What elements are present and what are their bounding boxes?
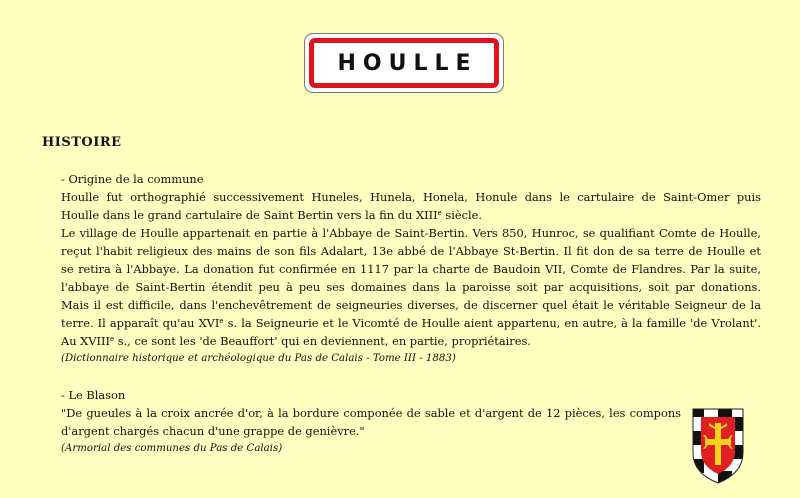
blason-line1: "De gueules à la croix ancrée d'or, à la bordure componée de sable et d'argent de 12 pièces, les compons	[61, 406, 681, 420]
origine-title: - Origine de la commune	[61, 172, 204, 186]
origine-p2-line1: Le village de Houlle appartenait en partie à l'Abbaye de Saint-Bertin. Vers 850, Hunroc, se qualifiant Comte de Houlle,	[61, 226, 761, 240]
bordure-compon	[718, 471, 732, 485]
bordure-compon	[718, 405, 732, 417]
origine-p1-line2: Houlle dans le grand cartulaire de Saint Bertin vers la fin du XIIIe siècle.	[61, 208, 482, 222]
blason-title: - Le Blason	[61, 388, 126, 402]
bordure-compon	[690, 459, 704, 473]
origine-p2-line2: reçut l'habit religieux des mains de son fils Adalart, 13e abbé de l'Abbaye St-Bertin. Il fit don de sa terre de Houlle et	[61, 244, 761, 258]
bordure-compon	[690, 431, 701, 445]
origine-p2-line5: Mais il est difficile, dans l'enchevêtrement de seigneuries diverses, de discerner quel était le véritable Seigneur de la	[61, 298, 761, 312]
town-sign-border	[309, 38, 499, 88]
section-heading: HISTOIRE	[42, 135, 122, 150]
blason-citation: (Armorial des communes du Pas de Calais)	[61, 443, 283, 454]
origine-p2-line3: se retira à l'Abbaye. La donation fut confirmée en 1117 par la charte de Baudoin VII, Comte de Flandres. Par la suite,	[61, 262, 761, 276]
origine-citation: (Dictionnaire historique et archéologique du Pas de Calais - Tome III - 1883)	[61, 353, 456, 364]
origine-p2-line6: terre. Il apparaît qu'au XVIe s. la Seigneurie et le Vicomté de Houlle aient appartenu, en autre, à la famille 'de Vrolant'.	[61, 316, 762, 330]
town-sign-text: HOULLE	[337, 50, 478, 76]
bordure-compon	[690, 405, 704, 417]
origine-p2-line7: Au XVIIIe s., ce sont les 'de Beauffort' qui en deviennent, en partie, propriétaires.	[61, 334, 531, 348]
blason-line2: d'argent chargés chacun d'une grappe de genièvre."	[61, 424, 365, 438]
content-body	[61, 170, 761, 458]
origine-p1-line1: Houlle fut orthographié successivement Huneles, Hunela, Honela, Honule dans le cartulaire de Saint-Omer puis	[61, 190, 761, 204]
origine-p2-line4: l'abbaye de Saint-Bertin étendit peu à peu ses domaines dans la paroisse soit par acquisitions, soit par donations.	[61, 280, 761, 294]
coat-of-arms-icon	[690, 405, 746, 485]
town-sign	[305, 34, 503, 92]
